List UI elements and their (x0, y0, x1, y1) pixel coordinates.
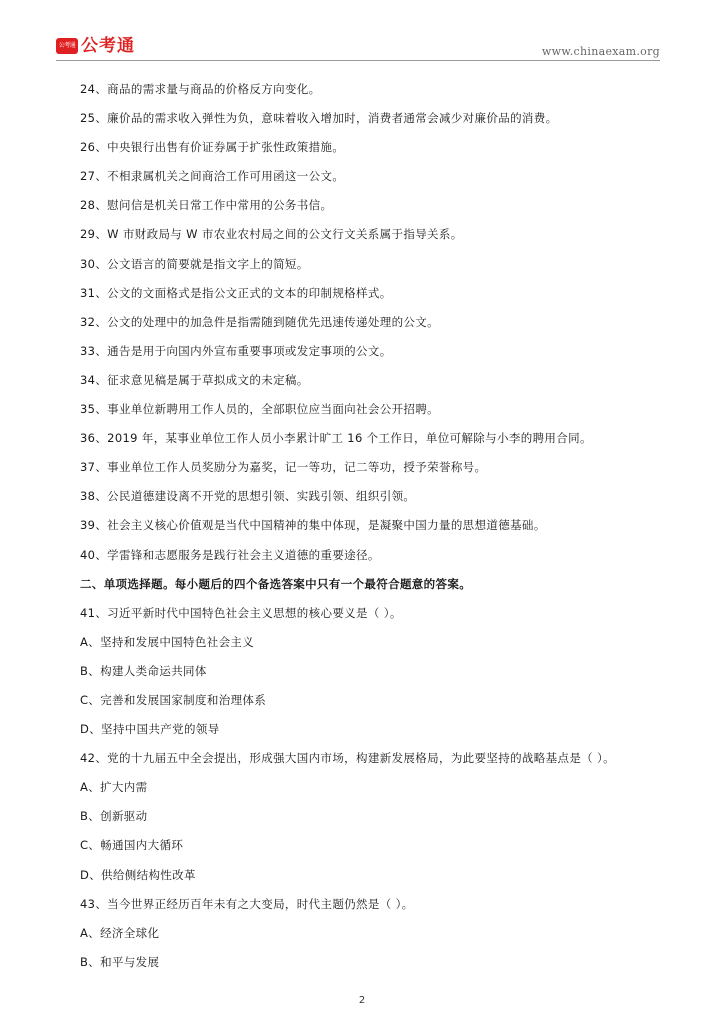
question-line: 36、2019 年，某事业单位工作人员小李累计旷工 16 个工作日，单位可解除与小李的聘用合同。 (80, 431, 592, 446)
question-line: 27、不相隶属机关之间商洽工作可用函这一公文。 (80, 169, 345, 184)
page-number: 2 (358, 995, 366, 1006)
logo-mark: 公考通 (56, 38, 78, 54)
logo-text: 公考通 (81, 36, 135, 56)
question-line: 28、慰问信是机关日常工作中常用的公务书信。 (80, 198, 333, 213)
question-line: 41、习近平新时代中国特色社会主义思想的核心要义是（ ）。 (80, 605, 402, 620)
question-line: A、坚持和发展中国特色社会主义 (80, 634, 255, 649)
question-line: 30、公文语言的简要就是指文字上的简短。 (80, 256, 309, 271)
question-line: 32、公文的处理中的加急件是指需随到随优先迅速传递处理的公文。 (80, 314, 439, 329)
question-line: A、经济全球化 (80, 925, 160, 940)
logo (56, 37, 135, 55)
page-header (0, 0, 724, 62)
question-line: 29、W 市财政局与 W 市农业农村局之间的公文行文关系属于指导关系。 (80, 227, 463, 242)
question-line: B、构建人类命运共同体 (80, 663, 207, 678)
question-line: D、供给侧结构性改革 (80, 867, 196, 882)
question-line: 24、商品的需求量与商品的价格反方向变化。 (80, 82, 321, 96)
question-line: 25、廉价品的需求收入弹性为负，意味着收入增加时，消费者通常会减少对廉价品的消费。 (80, 111, 558, 126)
question-line: 42、党的十九届五中全会提出，形成强大国内市场，构建新发展格局，为此要坚持的战略基点是（ ）。 (80, 751, 615, 766)
question-line: 33、通告是用于向国内外宣布重要事项或发定事项的公文。 (80, 343, 392, 358)
question-line: C、畅通国内大循环 (80, 838, 184, 853)
question-line: 37、事业单位工作人员奖励分为嘉奖，记一等功，记二等功，授予荣誉称号。 (80, 460, 487, 475)
question-line: B、创新驱动 (80, 809, 148, 824)
question-line: 40、学雷锋和志愿服务是践行社会主义道德的重要途径。 (80, 547, 380, 562)
question-line: 26、中央银行出售有价证券属于扩张性政策措施。 (80, 140, 345, 155)
site-url[interactable]: www.chinaexam.org (541, 45, 660, 58)
document-body (80, 79, 680, 981)
question-line: B、和平与发展 (80, 954, 160, 969)
question-line: 34、征求意见稿是属于草拟成文的未定稿。 (80, 372, 309, 387)
question-line: 31、公文的文面格式是指公文正式的文本的印制规格样式。 (80, 285, 392, 300)
question-line: 39、社会主义核心价值观是当代中国精神的集中体现，是凝聚中国力量的思想道德基础。 (80, 518, 546, 533)
question-line: D、坚持中国共产党的领导 (80, 722, 220, 737)
question-line: 35、事业单位新聘用工作人员的，全部职位应当面向社会公开招聘。 (80, 402, 439, 417)
question-line: 38、公民道德建设离不开党的思想引领、实践引领、组织引领。 (80, 489, 416, 504)
question-line: 43、当今世界正经历百年未有之大变局，时代主题仍然是（ ）。 (80, 896, 414, 911)
section-heading: 二、单项选择题。每小题后的四个备选答案中只有一个最符合题意的答案。 (80, 576, 472, 591)
header-divider (56, 60, 660, 61)
question-line: A、扩大内需 (80, 780, 148, 795)
question-line: C、完善和发展国家制度和治理体系 (80, 692, 267, 707)
